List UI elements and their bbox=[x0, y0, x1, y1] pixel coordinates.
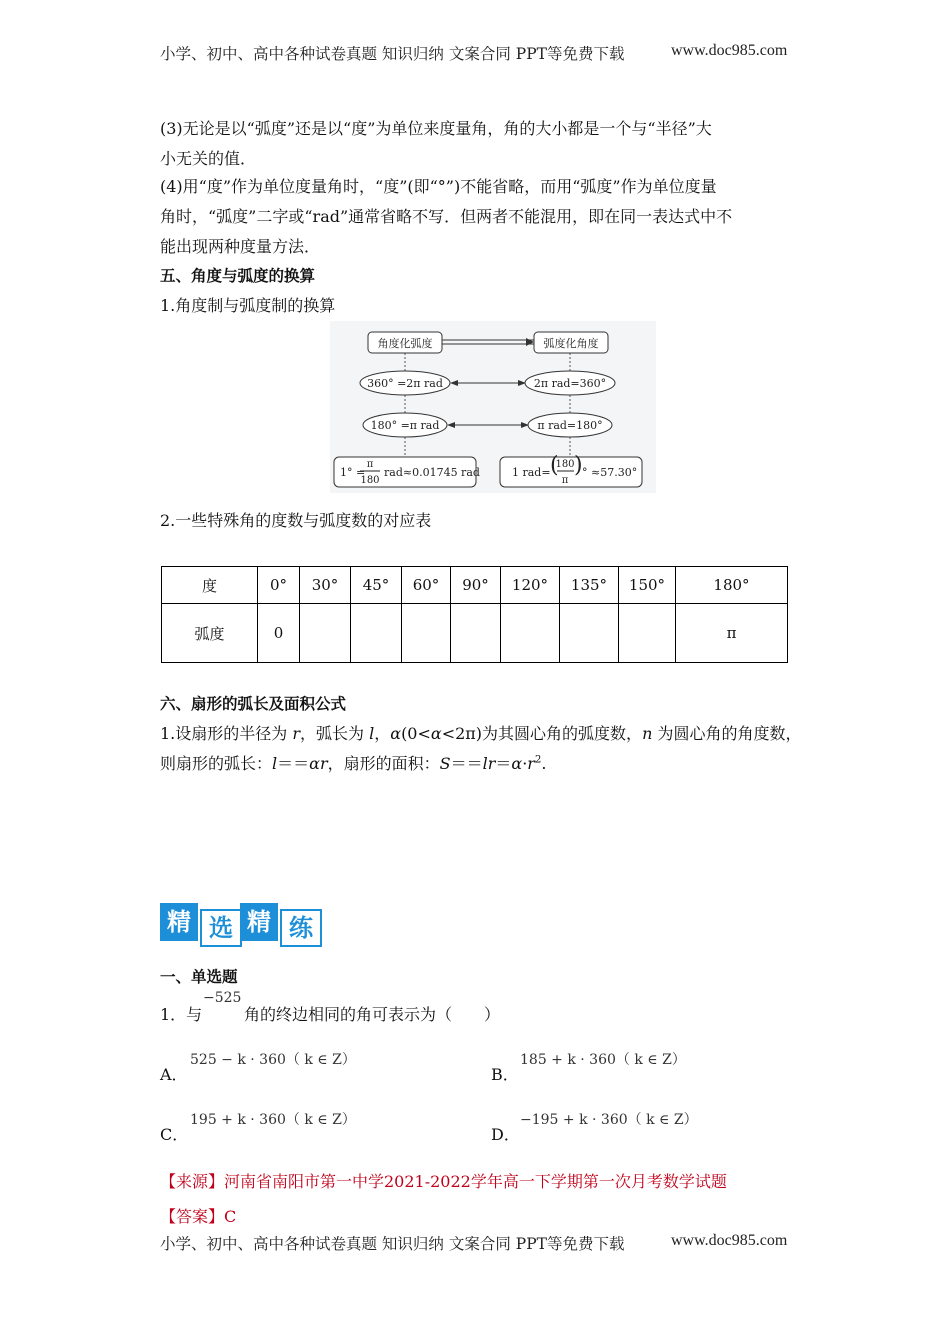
table-header-radian: 弧度 bbox=[162, 604, 258, 663]
badge-char: 精 bbox=[240, 903, 278, 941]
badge-char: 选 bbox=[200, 909, 242, 947]
footer-site-link[interactable]: www.doc985.com bbox=[671, 1232, 788, 1249]
note-4-line-3: 能出现两种度量方法． bbox=[160, 237, 321, 256]
table-cell: 180° bbox=[676, 567, 788, 604]
option-c-label[interactable]: C． bbox=[160, 1125, 189, 1144]
table-cell: 60° bbox=[402, 567, 451, 604]
diagram-left-360: 360° =2π rad bbox=[367, 377, 443, 390]
table-cell bbox=[619, 604, 676, 663]
diagram-left-frac-den: 180 bbox=[360, 475, 380, 486]
diagram-right-frac-den: π bbox=[561, 475, 569, 486]
conversion-diagram bbox=[330, 321, 656, 493]
table-cell bbox=[560, 604, 619, 663]
diagram-left-180: 180° =π rad bbox=[370, 419, 440, 432]
degree-radian-table bbox=[161, 566, 788, 663]
table-row-radians bbox=[162, 604, 788, 663]
diagram-right-1rad: 1 rad= bbox=[512, 466, 551, 479]
header-site-link[interactable]: www.doc985.com bbox=[671, 42, 788, 59]
diagram-right-2pi: 2π rad=360° bbox=[533, 377, 607, 390]
page-footer bbox=[160, 1232, 788, 1254]
table-cell: 120° bbox=[501, 567, 560, 604]
option-d-math: −195 + k · 360（ k ∈ Z） bbox=[520, 1112, 698, 1128]
table-row-degrees bbox=[162, 567, 788, 604]
table-cell: 90° bbox=[451, 567, 501, 604]
table-cell: 0 bbox=[258, 604, 300, 663]
practice-badge bbox=[160, 903, 320, 947]
section-6-line-1: 1.设扇形的半径为 r，弧长为 l，α(0<α<2π)为其圆心角的弧度数，n 为圆心角的角度数， bbox=[160, 724, 802, 743]
svg-text:): ) bbox=[574, 453, 583, 478]
table-header-degree: 度 bbox=[162, 567, 258, 604]
table-cell bbox=[351, 604, 402, 663]
table-cell bbox=[501, 604, 560, 663]
note-3-line-1: (3)无论是以“弧度”还是以“度”为单位来度量角，角的大小都是一个与“半径”大 bbox=[160, 119, 712, 138]
diagram-left-title: 角度化弧度 bbox=[377, 337, 433, 350]
note-4-line-1: (4)用“度”作为单位度量角时，“度”(即“°”)不能省略，而用“弧度”作为单位度量 bbox=[160, 177, 717, 196]
header-text: 小学、初中、高中各种试卷真题 知识归纳 文案合同 PPT等免费下载 bbox=[160, 45, 625, 63]
table-cell: 45° bbox=[351, 567, 402, 604]
table-cell bbox=[300, 604, 351, 663]
note-4-line-2: 角时，“弧度”二字或“rad”通常省略不写．但两者不能混用，即在同一表达式中不 bbox=[160, 207, 733, 226]
table-cell: 0° bbox=[258, 567, 300, 604]
option-c-math: 195 + k · 360（ k ∈ Z） bbox=[190, 1112, 356, 1128]
section-5-heading: 五、角度与弧度的换算 bbox=[160, 267, 316, 285]
table-cell bbox=[402, 604, 451, 663]
questions-heading: 一、单选题 bbox=[160, 968, 238, 986]
table-cell: 30° bbox=[300, 567, 351, 604]
section-5-item-2: 2.一些特殊角的度数与弧度数的对应表 bbox=[160, 511, 432, 530]
page-header bbox=[160, 42, 788, 64]
diagram-right-approx: ° ≈57.30° bbox=[582, 466, 638, 479]
table-cell: π bbox=[676, 604, 788, 663]
question-1-value: −525 bbox=[203, 990, 242, 1006]
diagram-right-pi: π rad=180° bbox=[537, 419, 603, 432]
option-a-label[interactable]: A． bbox=[160, 1065, 188, 1084]
option-b-math: 185 + k · 360（ k ∈ Z） bbox=[520, 1052, 686, 1068]
svg-text:(: ( bbox=[550, 453, 559, 478]
table-cell bbox=[451, 604, 501, 663]
section-5-item-1: 1.角度制与弧度制的换算 bbox=[160, 296, 336, 315]
badge-char: 练 bbox=[280, 909, 322, 947]
note-3-line-2: 小无关的值． bbox=[160, 149, 257, 168]
diagram-left-1deg: 1° = bbox=[340, 466, 366, 479]
table-cell: 150° bbox=[619, 567, 676, 604]
footer-text: 小学、初中、高中各种试卷真题 知识归纳 文案合同 PPT等免费下载 bbox=[160, 1235, 625, 1253]
table-cell: 135° bbox=[560, 567, 619, 604]
diagram-left-approx: rad≈0.01745 rad bbox=[384, 466, 480, 479]
question-1-prefix: 1．与 bbox=[160, 1005, 203, 1024]
diagram-right-title: 弧度化角度 bbox=[543, 337, 599, 350]
question-1-stem: 角的终边相同的角可表示为（ ） bbox=[244, 1005, 501, 1024]
section-6-line-2: 则扇形的弧长：l＝＝αr，扇形的面积：$S==lr=\alpha\cdot r^2$. bbox=[160, 754, 547, 773]
option-a-math: 525 − k · 360（ k ∈ Z） bbox=[190, 1052, 356, 1068]
diagram-right-frac-num: 180 bbox=[555, 459, 575, 470]
badge-char: 精 bbox=[160, 903, 198, 941]
option-b-label[interactable]: B． bbox=[491, 1065, 519, 1084]
diagram-left-frac-num: π bbox=[366, 459, 374, 470]
question-source: 【来源】河南省南阳市第一中学2021-2022学年高一下学期第一次月考数学试题 bbox=[160, 1172, 727, 1191]
option-d-label[interactable]: D． bbox=[491, 1125, 520, 1144]
section-6-heading: 六、扇形的弧长及面积公式 bbox=[160, 695, 347, 713]
question-answer: 【答案】C bbox=[160, 1207, 237, 1226]
